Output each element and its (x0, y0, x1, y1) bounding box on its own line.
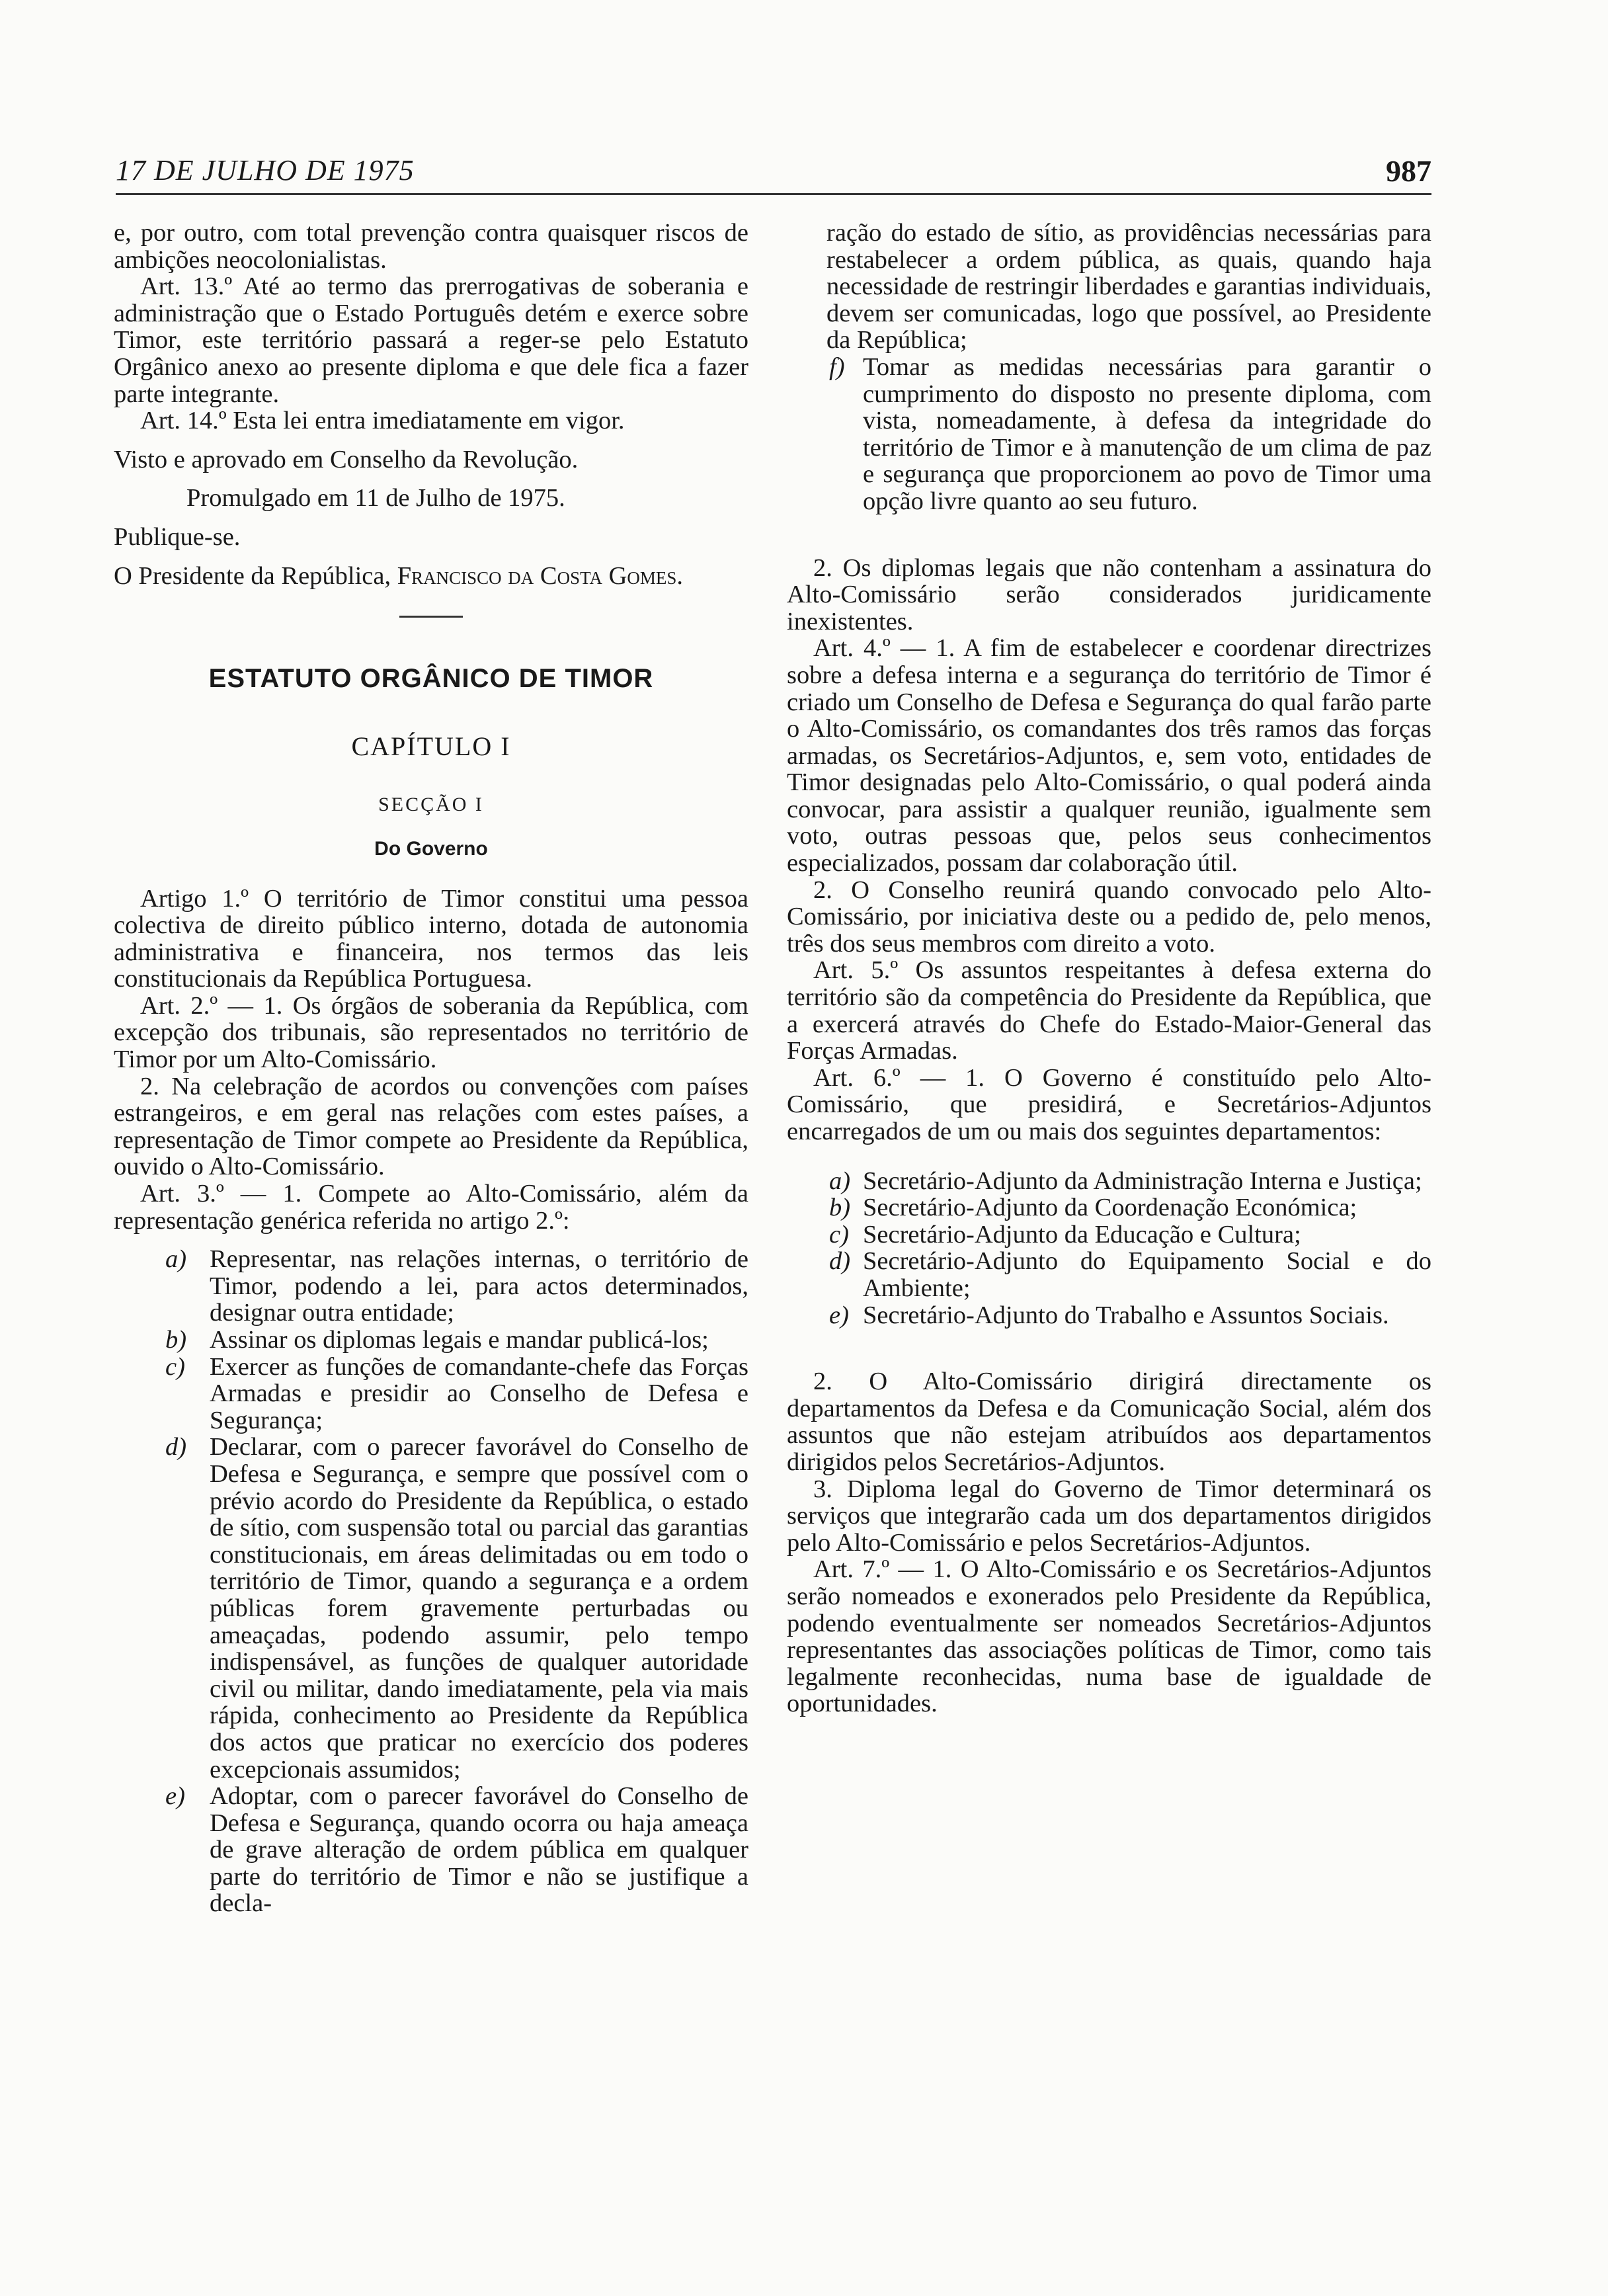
article-4-2: 2. O Conselho reunirá quando convocado pelo Alto-Comissário, por iniciativa deste ou a pedido de, pelo menos, três dos seus membros com direito a voto. (787, 876, 1431, 958)
item-text: Tomar as medidas necessárias para garantir o cumprimento do disposto no presente diploma, com vista, nomeadamente, à defesa da integridade do território de Timor e à manutenção de um clima de paz e segurança que proporcionem ao povo de Timor uma opção livre quanto ao seu futuro. (863, 352, 1431, 515)
article-1: Artigo 1.º O território de Timor constitui uma pessoa colectiva de direito público interno, dotada de autonomia administrativa e financeira, nos termos das leis constitucionais da República Portuguesa. (114, 884, 748, 993)
item-label: e) (165, 1782, 185, 1811)
item-text: Assinar os diplomas legais e mandar publicá-los; (210, 1326, 709, 1354)
item-text: Secretário-Adjunto do Equipamento Social e do Ambiente; (863, 1247, 1431, 1302)
list-item (787, 1168, 1431, 1195)
visto-line: Visto e aprovado em Conselho da Revolução. (114, 445, 579, 473)
item-text: Adoptar, com o parecer favorável do Conselho de Defesa e Segurança, quando ocorra ou haja ameaça de grave alteração de ordem pública em qualquer parte do território de Timor e não se justifique a decla- (210, 1782, 748, 1918)
publique-line: Publique-se. (114, 522, 241, 551)
item-label: e) (829, 1301, 849, 1329)
list-item (787, 1194, 1431, 1221)
item-label: a) (829, 1167, 851, 1195)
paragraph: e, por outro, com total prevenção contra quaisquer riscos de ambições neocolonialistas. (114, 219, 748, 274)
article-2-1: Art. 2.º — 1. Os órgãos de soberania da República, com excepção dos tribunais, são representados no território de Timor por um Alto-Comissário. (114, 991, 748, 1074)
item-label: a) (165, 1245, 187, 1274)
article-2-2: 2. Na celebração de acordos ou convenções com países estrangeiros, e em geral nas relações com estes países, a representação de Timor compete ao Presidente da República, ouvido o Alto-Comissário. (114, 1072, 748, 1181)
page-header (116, 153, 1431, 195)
list-item (114, 1354, 748, 1434)
list-item (114, 1434, 748, 1783)
article-14: Art. 14.º Esta lei entra imediatamente em vigor. (140, 407, 625, 435)
article-3-1: Art. 3.º — 1. Compete ao Alto-Comissário, além da representação genérica referida no artigo 2.º: (114, 1180, 748, 1235)
right-column (787, 220, 1431, 1717)
item-label: b) (829, 1194, 851, 1222)
president-prefix: O Presidente da República, (114, 561, 391, 590)
chapter-heading: CAPÍTULO I (351, 731, 511, 761)
left-column (114, 220, 748, 1917)
list-item (787, 1302, 1431, 1329)
section-heading: SECÇÃO I (378, 794, 484, 816)
item-label: c) (829, 1220, 849, 1249)
item-text: Secretário-Adjunto da Administração Interna e Justiça; (863, 1167, 1422, 1195)
list-item (114, 1327, 748, 1354)
list-item (114, 1783, 748, 1917)
item-text: Secretário-Adjunto da Coordenação Económica; (863, 1194, 1357, 1222)
article-6-3: 3. Diploma legal do Governo de Timor determinará os serviços que integrarão cada um dos departamentos dirigidos pelo Alto-Comissário e pelos Secretários-Adjuntos. (787, 1475, 1431, 1557)
article-7-1: Art. 7.º — 1. O Alto-Comissário e os Secretários-Adjuntos serão nomeados e exonerados pelo Presidente da República, podendo eventualmente ser nomeados Secretários-Adjuntos representantes das associações políticas de Timor, como tais legalmente reconhecidas, numa base de igualdade de oportunidades. (787, 1555, 1431, 1718)
promulgado-line: Promulgado em 11 de Julho de 1975. (186, 484, 565, 512)
article-13: Art. 13.º Até ao termo das prerrogativas de soberania e administração que o Estado Português detém e exerce sobre Timor, este território passará a reger-se pelo Estatuto Orgânico anexo ao presente diploma e que dele fica a fazer parte integrante. (114, 272, 748, 408)
president-name: Francisco da Costa Gomes. (397, 561, 684, 590)
item-label: d) (165, 1433, 187, 1461)
list-item (787, 1221, 1431, 1249)
item-label: f) (829, 352, 845, 381)
item-label: b) (165, 1326, 187, 1354)
article-4-1: Art. 4.º — 1. A fim de estabelecer e coordenar directrizes sobre a defesa interna e a segurança do território de Timor é criado um Conselho de Defesa e Segurança do qual farão parte o Alto-Comissário, os comandantes dos três ramos das forças armadas, os Secretários-Adjuntos, e, sem voto, entidades de Timor designadas pelo Alto-Comissário, o qual poderá ainda convocar, para assistir a qualquer reunião, igualmente sem voto, outras pessoas que, pelos seus conhecimentos especializados, possam dar colaboração útil. (787, 634, 1431, 878)
item-label: c) (165, 1352, 185, 1381)
divider (399, 616, 463, 618)
list-item (787, 354, 1431, 515)
article-3-2: 2. Os diplomas legais que não contenham a assinatura do Alto-Comissário serão considerados juridicamente inexistentes. (787, 554, 1431, 636)
section-title: Do Governo (374, 837, 488, 860)
statute-title: ESTATUTO ORGÂNICO DE TIMOR (208, 664, 654, 694)
item-e-continuation: ração do estado de sítio, as providências necessárias para restabelecer a ordem pública, as quais, quando haja necessidade de restringir liberdades e garantias individuais, devem ser comunicadas, logo que possível, ao Presidente da República; (826, 219, 1431, 354)
president-signature (114, 563, 748, 590)
item-text: Exercer as funções de comandante-chefe das Forças Armadas e presidir ao Conselho de Defesa e Segurança; (210, 1352, 748, 1434)
article-6-1: Art. 6.º — 1. O Governo é constituído pelo Alto-Comissário, que presidirá, e Secretários-Adjuntos encarregados de um ou mais dos seguintes departamentos: (787, 1063, 1431, 1145)
page-number: 987 (1386, 154, 1431, 188)
item-text: Declarar, com o parecer favorável do Conselho de Defesa e Segurança, e sempre que possível com o prévio acordo do Presidente da República, o estado de sítio, com suspensão total ou parcial das garantias constitucionais, em áreas delimitadas ou em todo o território de Timor, quando a segurança e a ordem públicas forem gravemente perturbadas ou ameaçadas, podendo assumir, pelo tempo indispensável, as funções de qualquer autoridade civil ou militar, dando imediatamente, pela via mais rápida, conhecimento ao Presidente da República dos actos que praticar no exercício dos poderes excepcionais assumidos; (210, 1433, 748, 1784)
article-5: Art. 5.º Os assuntos respeitantes à defesa externa do território são da competência do Presidente da República, que a exercerá através do Chefe do Estado-Maior-General das Forças Armadas. (787, 956, 1431, 1065)
list-item (114, 1246, 748, 1327)
item-text: Secretário-Adjunto da Educação e Cultura; (863, 1220, 1301, 1249)
item-text: Representar, nas relações internas, o território de Timor, podendo a lei, para actos determinados, designar outra entidade; (210, 1245, 748, 1327)
item-text: Secretário-Adjunto do Trabalho e Assuntos Sociais. (863, 1301, 1389, 1329)
article-6-2: 2. O Alto-Comissário dirigirá directamente os departamentos da Defesa e da Comunicação Social, além dos assuntos que não estejam atribuídos aos departamentos dirigidos pelos Secretários-Adjuntos. (787, 1368, 1431, 1476)
issue-date: 17 DE JULHO DE 1975 (116, 154, 415, 186)
list-item (787, 1248, 1431, 1301)
item-label: d) (829, 1247, 851, 1276)
